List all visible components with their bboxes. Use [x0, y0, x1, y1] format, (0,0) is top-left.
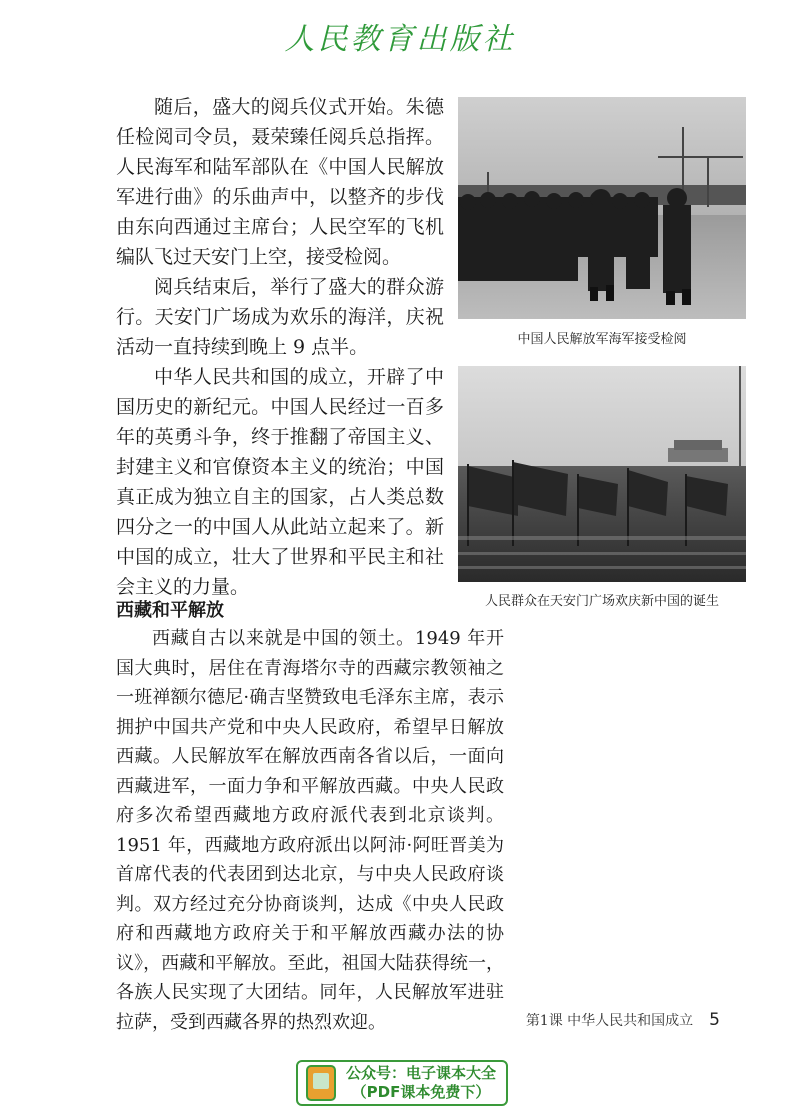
banner-line: 公众号：电子课本大全 — [345, 1064, 496, 1082]
section-heading: 西藏和平解放 — [116, 600, 224, 621]
intro-text — [116, 92, 444, 602]
paragraph: 西藏自古以来就是中国的领土。1949 年开国大典时，居住在青海塔尔寺的西藏宗教领袖之一班禅额尔德尼·确吉坚赞致电毛泽东主席，表示拥护中国共产党和中央人民政府，希望早日解放西藏。人民解放军在解放西南各省以后，一面向西藏进军，一面力争和平解放西藏。中央人民政府多次希望西藏地方政府派代表到北京谈判。1951 年，西藏地方政府派出以阿沛·阿旺晋美为首席代表的代表团到达北京，与中央人民政府谈判。双方经过充分协商谈判，达成《中央人民政府和西藏地方政府关于和平解放西藏办法的协议》，西藏和平解放。至此，祖国大陆获得统一，各族人民实现了大团结。同年，人民解放军进驻拉萨，受到西藏各界的热烈欢迎。 — [116, 628, 504, 1033]
navy-parade-photo — [458, 97, 746, 319]
publisher-logo: 人民教育出版社 — [284, 22, 516, 57]
figure-caption: 人民群众在天安门广场欢庆新中国的诞生 — [484, 594, 719, 609]
paragraph: 阅兵结束后，举行了盛大的群众游行。天安门广场成为欢乐的海洋，庆祝活动一直持续到晚上 9 点半。 — [116, 276, 444, 358]
lesson-label: 第1课 中华人民共和国成立 — [525, 1013, 694, 1029]
banner-text — [336, 1064, 506, 1102]
ebook-icon — [306, 1065, 336, 1101]
paragraph: 中华人民共和国的成立，开辟了中国历史的新纪元。中国人民经过一百多年的英勇斗争，终于推翻了帝国主义、封建主义和官僚资本主义的统治；中国真正成为独立自主的国家，占人类总数四分之一的中国人从此站立起来了。新中国的成立，壮大了世界和平民主和社会主义的力量。 — [116, 366, 444, 598]
banner-line: （PDF课本免费下） — [351, 1083, 491, 1101]
section-text — [116, 624, 504, 1037]
page-footer — [480, 1010, 720, 1030]
page-number: 5 — [709, 1010, 720, 1030]
crowd-celebration-photo — [458, 366, 746, 582]
watermark-banner — [296, 1060, 508, 1106]
figure-caption: 中国人民解放军海军接受检阅 — [517, 332, 687, 347]
paragraph: 随后，盛大的阅兵仪式开始。朱德任检阅司令员，聂荣臻任阅兵总指挥。人民海军和陆军部队在《中国人民解放军进行曲》的乐曲声中，以整齐的步伐由东向西通过主席台；人民空军的飞机编队飞过天安门上空，接受检阅。 — [116, 96, 444, 268]
